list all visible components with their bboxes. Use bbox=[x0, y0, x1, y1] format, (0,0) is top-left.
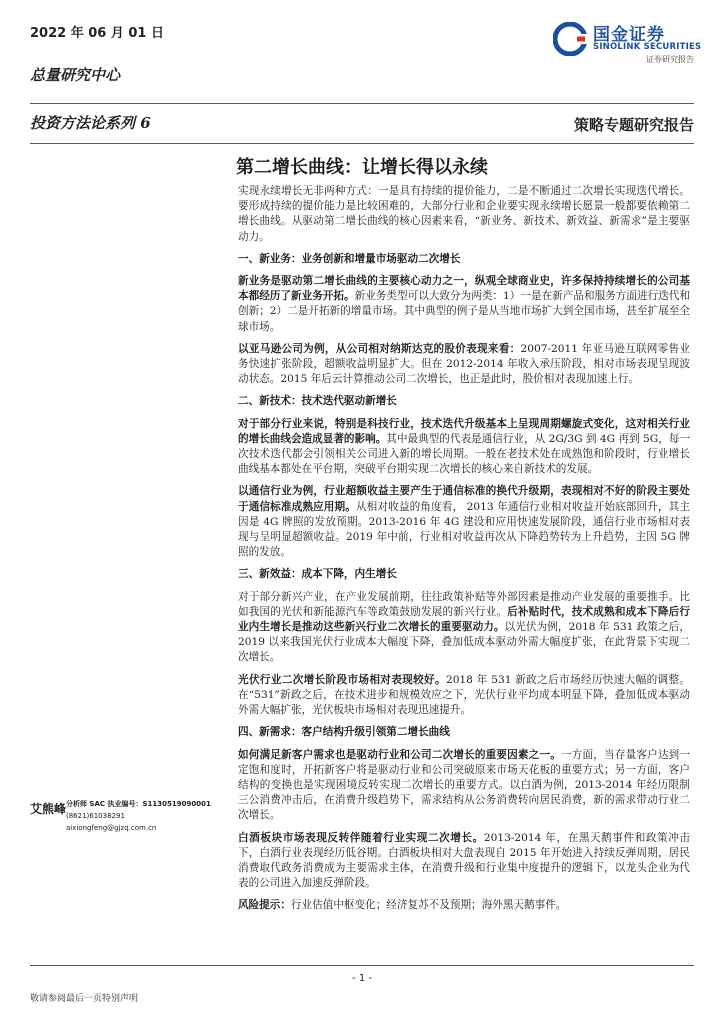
title-divider bbox=[30, 143, 694, 144]
footer-divider bbox=[30, 965, 694, 966]
paragraph-text: 一方面，当存量客户达到一定饱和度时，开拓新客户将是驱动行业和公司突破原来市场天花板的重要方式；另一方面，客户结构的变换也是实现困境反转实现二次增长的重要方式。以白酒为例，2013-2014 年经历限制三公消费冲击后，在消费升级趋势下，需求结构从公务消费转向居民消费，新的需求带动行业二次增长。 bbox=[238, 748, 691, 822]
page-number: - 1 - bbox=[352, 973, 372, 984]
disclaimer: 敬请参阅最后一页特别声明 bbox=[30, 994, 139, 1004]
section-paragraph bbox=[238, 831, 690, 892]
paragraph-lead: 如何满足新客户需求也是驱动行业和公司二次增长的重要因素之一。 bbox=[238, 748, 561, 761]
section-paragraph bbox=[238, 342, 690, 388]
section-paragraph bbox=[238, 590, 690, 666]
paragraph-lead: 新业务是驱动第二增长曲线的主要核心动力之一，纵观全球商业史，许多保持持续增长的公司基本都经历了新业务开拓。 bbox=[238, 275, 690, 303]
paragraph-lead: 以亚马逊公司为例，从公司相对纳斯达克的股价表现来看： bbox=[238, 342, 521, 355]
paragraph-text: 2018 年 531 新政之后市场经历快速大幅的调整。在“531”新政之后，在技术进步和规模效应之下，光伏行业平均成本明显下降，叠加低成本驱动外需大幅扩张，光伏板块市场相对表现迅速提升。 bbox=[238, 673, 691, 717]
section-heading: 二、新技术：技术迭代驱动新增长 bbox=[238, 395, 397, 408]
report-type-label: 策略专题研究报告 bbox=[573, 116, 694, 134]
sinolink-logo-icon bbox=[553, 22, 587, 56]
paragraph-text: 新业务类型可以大致分为两类：1）一是在新产品和服务方面进行迭代和创新；2）二是开拓新的增量市场。其中典型的例子是从当地市场扩大到全国市场，甚至扩展至全球市场。 bbox=[238, 290, 690, 333]
risk-label: 风险提示： bbox=[238, 899, 291, 912]
series-label: 投资方法论系列 6 bbox=[30, 114, 151, 132]
paragraph-lead: 光伏行业二次增长阶段市场相对表现较好。 bbox=[238, 673, 446, 686]
paragraph-text: 2013-2014 年，在黑天鹅事件和政策冲击下，白酒行业表现经历低谷期。白酒板块相对大盘表现自 2015 年开始进入持续反弹周期，居民消费取代政务消费成为主要需求主体，在消费升级和行业集中度提升的逻辑下，以龙头企业为代表的公司进入加速反弹阶段。 bbox=[238, 831, 691, 890]
section-paragraph bbox=[238, 748, 690, 824]
section-paragraph bbox=[238, 673, 690, 719]
paragraph-text-tail: 以光伏为例，2018 年 531 政策之后，2019 以来我国光伏行业成本大幅度下降，叠加低成本驱动外需大幅度扩张，在此背景下实现二次增长。 bbox=[238, 621, 690, 664]
section-heading: 三、新效益：成本下降，内生增长 bbox=[238, 568, 397, 581]
risk-text: 行业估值中枢变化；经济复苏不及预期；海外黑天鹅事件。 bbox=[290, 899, 567, 912]
paragraph-text: 2007-2011 年亚马逊互联网零售业务快速扩张阶段，超额收益明显扩大。但在 2012-2014 年收入承压阶段，相对市场表现呈现波动状态。2015 年后云计算推动公司二次增长，也正是此时，股价相对表现加速上行。 bbox=[238, 342, 690, 386]
paragraph-emphasis: 后补贴时代，技术成熟和成本下降后行业内生增长是推动这些新兴行业二次增长的重要驱动力。 bbox=[238, 605, 691, 634]
analyst-role: 分析师 SAC 执业编号：S1130519090001 bbox=[66, 800, 211, 808]
analyst-name: 艾熊峰 bbox=[30, 802, 67, 816]
paragraph-text: 对于部分新兴产业，在产业发展前期，往往政策补贴等外部因素是推动产业发展的重要推手。比如我国的光伏和新能源汽车等政策鼓励发展的新兴行业。 bbox=[238, 590, 690, 618]
analyst-info bbox=[66, 798, 211, 834]
section-paragraph bbox=[238, 274, 690, 335]
risk-warning bbox=[238, 898, 690, 913]
paragraph-lead: 对于部分行业来说，特别是科技行业，技术迭代升级基本上呈现周期螺旋式变化，这对相关行业的增长曲线会造成显著的影响。 bbox=[238, 417, 690, 445]
header-divider bbox=[30, 103, 694, 104]
section-heading: 一、新业务：业务创新和增量市场驱动二次增长 bbox=[238, 252, 461, 265]
report-date: 2022 年 06 月 01 日 bbox=[30, 26, 164, 41]
logo-chinese-name: 国金证券 bbox=[593, 25, 665, 45]
paragraph-lead: 白酒板块市场表现反转伴随着行业实现二次增长。 bbox=[238, 831, 484, 844]
paragraph-text: 从相对收益的角度看， 2013 年通信行业相对收益开始底部回升，其主因是 4G 牌照的发放预期。2013-2016 年 4G 建设和应用快速发展阶段，通信行业市场相对表现与呈明显超额收益。2019 年中前，行业相对收益再次从下降趋势转为上升趋势，主因 5G 牌照的发放。 bbox=[238, 500, 690, 559]
analyst-email[interactable]: aixiongfeng@gjzq.com.cn bbox=[66, 824, 157, 832]
section-heading: 四、新需求：客户结构升级引领第二增长曲线 bbox=[238, 726, 450, 739]
logo-tagline: 证券研究报告 bbox=[646, 55, 694, 64]
report-title: 第二增长曲线：让增长得以永续 bbox=[236, 157, 488, 178]
logo-english-name: SINOLINK SECURITIES bbox=[593, 42, 702, 52]
analyst-phone: (8621)61038291 bbox=[66, 812, 125, 820]
section-paragraph bbox=[238, 417, 690, 478]
report-body bbox=[238, 184, 690, 921]
paragraph-lead: 以通信行业为例，行业超额收益主要产生于通信标准的换代升级期，表现相对不好的阶段主要处于通信标准成熟应用期。 bbox=[238, 485, 690, 513]
intro-paragraph: 实现永续增长无非两种方式：一是具有持续的提价能力，二是不断通过二次增长实现迭代增长。要形成持续的提价能力是比较困难的，大部分行业和企业要实现永续增长愿景一般都要依赖第二增长曲线。从驱动第二增长曲线的核心因素来看，“新业务、新技术、新效益、新需求”是主要驱动力。 bbox=[238, 185, 690, 243]
section-paragraph bbox=[238, 484, 690, 560]
paragraph-text: 其中最典型的代表是通信行业，从 2G/3G 到 4G 再到 5G，每一次技术迭代都会引领相关公司进入新的增长周期。一般在老技术处在成熟饱和阶段时，行业增长曲线基本都处在平台期，突破平台期实现二次增长的核心来自新技术的发展。 bbox=[238, 432, 690, 476]
department-label: 总量研究中心 bbox=[30, 66, 121, 84]
